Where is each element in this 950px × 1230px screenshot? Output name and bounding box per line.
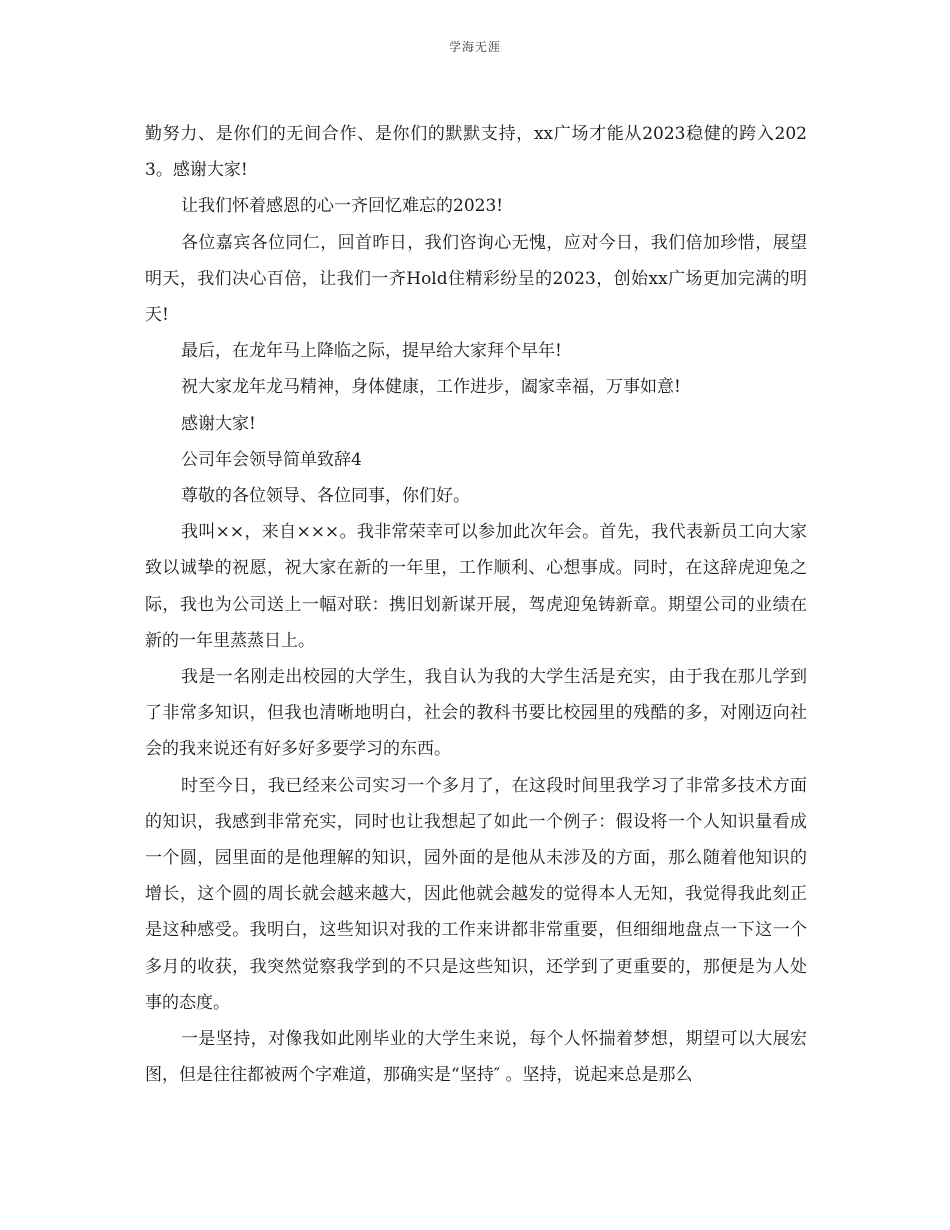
page-header: 学海无涯: [448, 40, 501, 54]
paragraph: 各位嘉宾各位同仁，回首昨日，我们咨询心无愧，应对今日，我们倍加珍惜，展望明天，我们决心百倍，让我们一齐Hold住精彩纷呈的2023，创始xx广场更加完满的明天!: [145, 232, 807, 326]
paragraph: 我是一名刚走出校园的大学生，我自认为我的大学生活是充实，由于我在那儿学到了非常多知识，但我也清晰地明白，社会的教科书要比校园里的残酷的多，对刚迈向社会的我来说还有好多好多要学习的东西。: [145, 667, 807, 760]
paragraph: 感谢大家!: [181, 413, 256, 434]
paragraph: 我叫××，来自×××。我非常荣幸可以参加此次年会。首先，我代表新员工向大家致以诚挚的祝愿，祝大家在新的一年里，工作顺利、心想事成。同时，在这辞虎迎兔之际，我也为公司送上一幅对联：携旧划新谋开展，驾虎迎兔铸新章。期望公司的业绩在新的一年里蒸蒸日上。: [145, 522, 807, 651]
paragraph: 最后，在龙年马上降临之际，提早给大家拜个早年!: [181, 341, 562, 362]
section-heading: 公司年会领导简单致辞4: [181, 449, 362, 470]
paragraph: 勤努力、是你们的无间合作、是你们的默默支持，xx广场才能从2023稳健的跨入2023。感谢大家!: [145, 124, 807, 181]
document-body: [145, 116, 807, 1093]
paragraph: 祝大家龙年龙马精神，身体健康，工作进步，阖家幸福，万事如意!: [181, 377, 681, 398]
paragraph: 时至今日，我已经来公司实习一个多月了，在这段时间里我学习了非常多技术方面的知识，我感到非常充实，同时也让我想起了如此一个例子：假设将一个人知识量看成一个圆，园里面的是他理解的知识，园外面的是他从未涉及的方面，那么随着他知识的增长，这个圆的周长就会越来越大，因此他就会越发的觉得本人无知，我觉得我此刻正是这种感受。我明白，这些知识对我的工作来讲都非常重要，但细细地盘点一下这一个多月的收获，我突然觉察我学到的不只是这些知识，还学到了更重要的，那便是为人处事的态度。: [145, 775, 807, 1013]
paragraph: 一是坚持，对像我如此刚毕业的大学生来说，每个人怀揣着梦想，期望可以大展宏图，但是往往都被两个字难道，那确实是“坚持″ 。坚持，说起来总是那么: [145, 1029, 807, 1086]
paragraph: 让我们怀着感恩的心一齐回忆难忘的2023!: [181, 196, 504, 217]
salutation: 尊敬的各位领导、各位同事，你们好。: [181, 486, 470, 507]
